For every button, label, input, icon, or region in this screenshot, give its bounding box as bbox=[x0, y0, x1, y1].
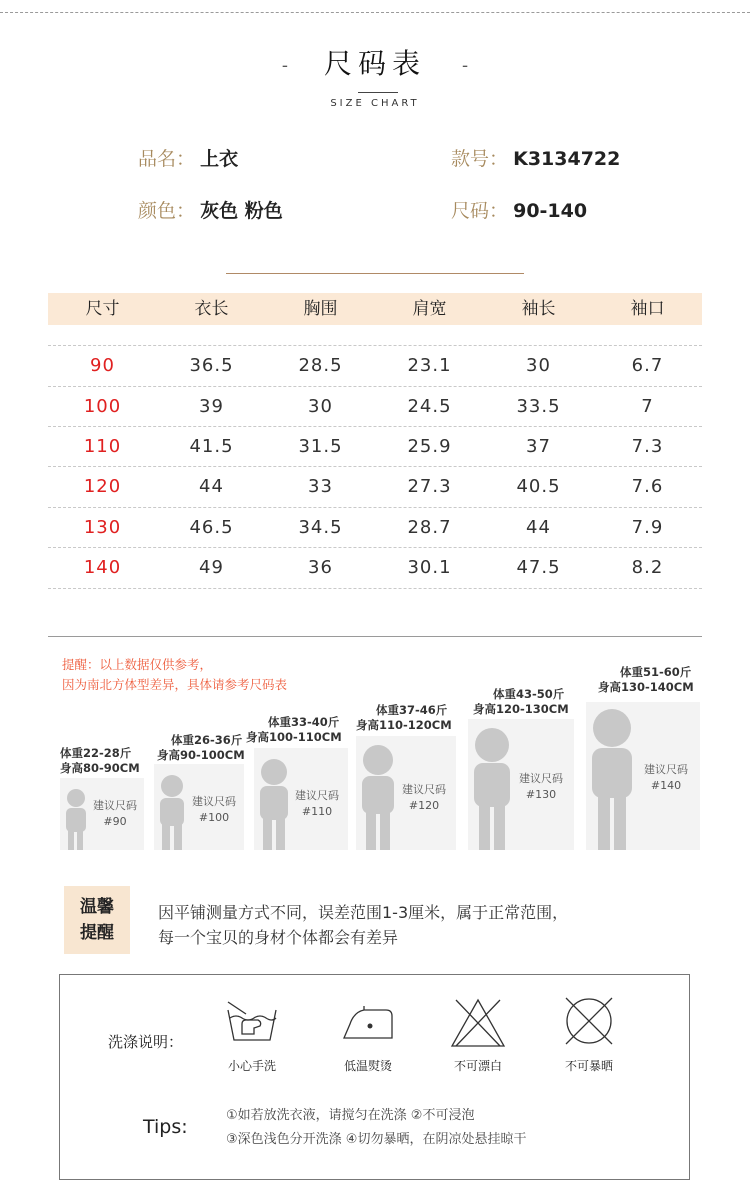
kid-weight: 体重51-60斤 bbox=[620, 665, 692, 679]
header-cell-chest: 胸围 bbox=[303, 299, 338, 319]
cell-chest: 36 bbox=[308, 557, 333, 578]
size-table-header bbox=[48, 293, 702, 325]
kid-info-130 bbox=[473, 687, 569, 717]
kid-weight: 体重37-46斤 bbox=[376, 703, 448, 717]
cell-cuff: 8.2 bbox=[631, 557, 664, 578]
kid-suggestion bbox=[86, 798, 144, 830]
header-cell-sleeve: 袖长 bbox=[521, 299, 556, 319]
cell-shoulder: 27.3 bbox=[407, 476, 452, 497]
cell-size: 100 bbox=[83, 396, 122, 417]
suggest-size: #140 bbox=[650, 779, 682, 792]
kid-height: 身高100-110CM bbox=[246, 730, 342, 744]
color-row bbox=[138, 196, 283, 223]
table-row bbox=[48, 507, 702, 548]
cell-sleeve: 44 bbox=[526, 517, 551, 538]
header-cell-size: 尺寸 bbox=[85, 299, 120, 319]
header-cell-length: 衣长 bbox=[194, 299, 229, 319]
cell-cuff: 7 bbox=[641, 396, 654, 417]
no-bleach-icon bbox=[450, 998, 506, 1048]
kid-suggestion bbox=[184, 794, 244, 826]
suggest-label: 建议尺码 bbox=[93, 799, 137, 812]
cell-length: 44 bbox=[199, 476, 224, 497]
suggest-label: 建议尺码 bbox=[519, 772, 563, 785]
cell-length: 49 bbox=[199, 557, 224, 578]
suggest-label: 建议尺码 bbox=[644, 763, 688, 776]
kid-card-120 bbox=[356, 736, 456, 850]
title-dash-left: - bbox=[281, 55, 288, 76]
suggest-size: #130 bbox=[525, 788, 557, 801]
header-cell-shoulder: 肩宽 bbox=[412, 299, 447, 319]
product-name-value: 上衣 bbox=[200, 148, 239, 170]
kid-weight: 体重22-28斤 bbox=[60, 746, 132, 760]
washing-title: 洗涤说明： bbox=[108, 1033, 184, 1051]
size-range-label: 尺码： bbox=[451, 200, 509, 222]
suggest-label: 建议尺码 bbox=[295, 789, 339, 802]
cell-size: 110 bbox=[83, 436, 122, 457]
kid-info-90 bbox=[60, 746, 140, 776]
cell-size: 90 bbox=[90, 355, 115, 376]
reminder-line-2: 因为南北方体型差异，具体请参考尺码表 bbox=[62, 677, 288, 692]
color-value: 灰色 粉色 bbox=[200, 200, 283, 222]
warm-tip-label-2: 提醒 bbox=[80, 923, 114, 943]
cell-size: 120 bbox=[83, 476, 122, 497]
cell-sleeve: 33.5 bbox=[516, 396, 561, 417]
header-cell-cuff: 袖口 bbox=[630, 299, 665, 319]
info-divider bbox=[226, 273, 524, 274]
warm-tip-text-2: 每一个宝贝的身材个体都会有差异 bbox=[158, 928, 399, 947]
product-name-row bbox=[138, 144, 238, 171]
title-text: 尺码表 bbox=[323, 47, 426, 80]
kid-suggestion bbox=[286, 788, 348, 820]
low-iron-icon bbox=[340, 1006, 396, 1042]
table-row bbox=[48, 386, 702, 427]
table-row bbox=[48, 345, 702, 386]
cell-cuff: 7.6 bbox=[631, 476, 664, 497]
cell-chest: 30 bbox=[308, 396, 333, 417]
low-iron-label: 低温熨烫 bbox=[343, 1059, 392, 1073]
size-range-row bbox=[451, 196, 587, 223]
kid-weight: 体重33-40斤 bbox=[268, 715, 340, 729]
cell-sleeve: 40.5 bbox=[516, 476, 561, 497]
warm-tip-badge bbox=[64, 886, 130, 954]
cell-chest: 28.5 bbox=[298, 355, 343, 376]
kid-height: 身高80-90CM bbox=[60, 761, 140, 775]
tips-line-2: ③深色浅色分开洗涤 ④切勿暴晒，在阴凉处悬挂晾干 bbox=[226, 1132, 527, 1147]
no-bleach-label: 不可漂白 bbox=[453, 1059, 502, 1073]
cell-cuff: 6.7 bbox=[631, 355, 664, 376]
color-label: 颜色： bbox=[138, 200, 196, 222]
warm-tip-text-1: 因平铺测量方式不同，误差范围1-3厘米，属于正常范围， bbox=[158, 903, 569, 922]
table-row bbox=[48, 547, 702, 588]
suggest-label: 建议尺码 bbox=[192, 795, 236, 808]
cell-length: 36.5 bbox=[189, 355, 234, 376]
page-title bbox=[0, 42, 750, 82]
cell-length: 39 bbox=[199, 396, 224, 417]
table-row bbox=[48, 466, 702, 507]
cell-shoulder: 25.9 bbox=[407, 436, 452, 457]
cell-cuff: 7.3 bbox=[631, 436, 664, 457]
kid-height: 身高120-130CM bbox=[473, 702, 569, 716]
cell-sleeve: 37 bbox=[526, 436, 551, 457]
section-divider bbox=[48, 636, 702, 637]
kid-suggestion bbox=[632, 762, 700, 794]
tips-label: Tips: bbox=[143, 1116, 188, 1138]
kid-card-100 bbox=[154, 764, 244, 850]
kid-card-130 bbox=[468, 719, 574, 850]
cell-shoulder: 28.7 bbox=[407, 517, 452, 538]
tips-line-1: ①如若放洗衣液，请搅匀在洗涤 ②不可浸泡 bbox=[226, 1108, 475, 1123]
title-underline bbox=[358, 92, 398, 93]
top-dashed-divider bbox=[0, 12, 750, 13]
child-silhouette-icon bbox=[586, 704, 638, 850]
suggest-size: #90 bbox=[103, 815, 127, 828]
cell-sleeve: 30 bbox=[526, 355, 551, 376]
no-tumble-dry-label: 不可暴晒 bbox=[564, 1059, 613, 1073]
kid-suggestion bbox=[508, 771, 574, 803]
cell-length: 46.5 bbox=[189, 517, 234, 538]
kid-height: 身高130-140CM bbox=[598, 680, 694, 694]
sku-label: 款号： bbox=[451, 148, 509, 170]
kid-card-110 bbox=[254, 748, 348, 850]
kid-weight: 体重26-36斤 bbox=[171, 733, 243, 747]
kid-info-100 bbox=[157, 733, 245, 763]
product-name-label: 品名： bbox=[138, 148, 196, 170]
cell-cuff: 7.9 bbox=[631, 517, 664, 538]
cell-shoulder: 23.1 bbox=[407, 355, 452, 376]
cell-chest: 33 bbox=[308, 476, 333, 497]
size-range-value: 90-140 bbox=[513, 200, 588, 222]
cell-chest: 34.5 bbox=[298, 517, 343, 538]
kid-info-110 bbox=[246, 715, 342, 745]
kid-height: 身高90-100CM bbox=[157, 748, 245, 762]
page-subtitle: SIZE CHART bbox=[330, 98, 420, 109]
warm-tip-label-1: 温馨 bbox=[80, 897, 114, 917]
table-row bbox=[48, 426, 702, 467]
kid-suggestion bbox=[392, 782, 456, 814]
kid-info-140 bbox=[598, 665, 694, 695]
kid-card-90 bbox=[60, 778, 144, 850]
sku-row bbox=[451, 144, 620, 171]
hand-wash-label: 小心手洗 bbox=[227, 1059, 276, 1073]
cell-length: 41.5 bbox=[189, 436, 234, 457]
no-tumble-dry-icon bbox=[562, 994, 616, 1048]
cell-size: 140 bbox=[83, 557, 122, 578]
suggest-size: #110 bbox=[301, 805, 333, 818]
cell-chest: 31.5 bbox=[298, 436, 343, 457]
cell-shoulder: 24.5 bbox=[407, 396, 452, 417]
cell-shoulder: 30.1 bbox=[407, 557, 452, 578]
title-dash-right: - bbox=[462, 55, 469, 76]
cell-sleeve: 47.5 bbox=[516, 557, 561, 578]
suggest-size: #120 bbox=[408, 799, 440, 812]
suggest-label: 建议尺码 bbox=[402, 783, 446, 796]
kid-weight: 体重43-50斤 bbox=[493, 687, 565, 701]
kid-height: 身高110-120CM bbox=[356, 718, 452, 732]
reminder-line-1: 提醒：以上数据仅供参考， bbox=[62, 657, 213, 672]
sku-value: K3134722 bbox=[513, 148, 621, 170]
kid-card-140 bbox=[586, 702, 700, 850]
kid-info-120 bbox=[356, 703, 452, 733]
table-bottom-border bbox=[48, 588, 702, 589]
hand-wash-icon bbox=[224, 1000, 280, 1046]
suggest-size: #100 bbox=[198, 811, 230, 824]
cell-size: 130 bbox=[83, 517, 122, 538]
